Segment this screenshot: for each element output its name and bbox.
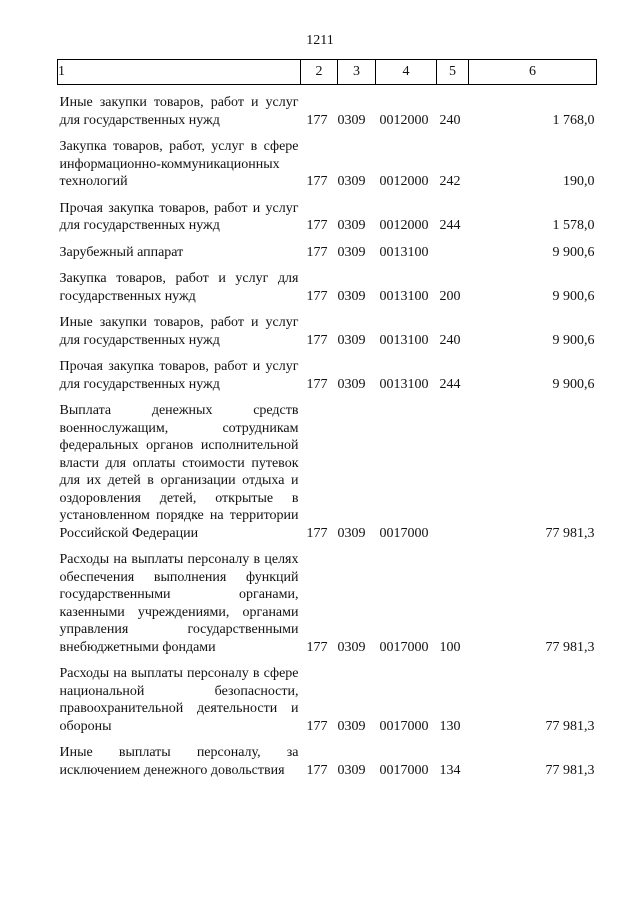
row-gov-code-cell: 177	[306, 332, 328, 348]
table-row	[58, 542, 597, 656]
row-expense-type-cell: 242	[439, 174, 461, 189]
row-expense-type-cell	[437, 235, 469, 262]
row-amount-cell: 9 900,6	[552, 332, 595, 348]
row-amount-cell: 9 900,6	[552, 376, 595, 392]
budget-table	[57, 59, 597, 779]
row-amount-cell: 77 981,3	[545, 525, 595, 541]
row-name-cell: Прочая закупка товаров, работ и услуг для государственных нужд	[59, 200, 299, 233]
row-expense-type-cell: 244	[439, 376, 461, 392]
row-amount-cell: 1 768,0	[552, 112, 595, 128]
row-target-code-cell: 0017000	[379, 762, 429, 778]
row-name-cell: Закупка товаров, работ и услуг для государственных нужд	[59, 271, 299, 304]
row-amount-cell: 77 981,3	[545, 762, 595, 778]
row-name-cell: Иные закупки товаров, работ и услуг для государственных нужд	[59, 315, 299, 348]
row-expense-type-cell: 130	[439, 718, 461, 734]
table-row	[58, 349, 597, 393]
row-gov-code-cell: 177	[306, 639, 328, 655]
row-gov-code-cell: 177	[306, 174, 328, 189]
row-section-code-cell: 0309	[337, 718, 366, 734]
column-header-2: 2	[301, 60, 338, 85]
row-name-cell: Расходы на выплаты персоналу в целях обеспечения выполнения функций государственными органами, казенными учреждениями, органами управления государственными внебюджетными фондами	[59, 552, 299, 655]
row-name-cell: Зарубежный аппарат	[59, 244, 184, 260]
row-section-code-cell: 0309	[337, 112, 366, 128]
table-row	[58, 191, 597, 235]
column-header-4: 4	[376, 60, 437, 85]
row-amount-cell: 9 900,6	[552, 244, 595, 260]
row-gov-code-cell: 177	[306, 218, 328, 233]
column-header-1: 1	[58, 60, 301, 85]
row-section-code-cell: 0309	[337, 244, 366, 260]
column-header-3: 3	[338, 60, 376, 85]
row-expense-type-cell: 244	[439, 218, 461, 233]
table-row	[58, 261, 597, 305]
row-target-code-cell: 0013100	[379, 244, 429, 260]
table-row	[58, 235, 597, 262]
row-section-code-cell: 0309	[337, 525, 366, 541]
row-target-code-cell: 0017000	[379, 639, 429, 655]
row-gov-code-cell: 177	[306, 112, 328, 128]
row-name-cell: Иные закупки товаров, работ и услуг для государственных нужд	[59, 95, 299, 128]
row-section-code-cell: 0309	[337, 332, 366, 348]
row-amount-cell: 1 578,0	[552, 218, 595, 233]
row-name-cell: Иные выплаты персоналу, за исключением денежного довольствия	[59, 745, 299, 778]
row-target-code-cell: 0013100	[379, 376, 429, 392]
row-gov-code-cell: 177	[306, 762, 328, 778]
row-expense-type-cell: 200	[439, 288, 461, 304]
row-expense-type-cell: 100	[439, 639, 461, 655]
page-number: 1211	[306, 33, 334, 48]
table-row	[58, 393, 597, 542]
row-gov-code-cell: 177	[306, 376, 328, 392]
row-target-code-cell: 0017000	[379, 718, 429, 734]
row-name-cell: Закупка товаров, работ, услуг в сфере информационно-коммуникационных технологий	[59, 139, 299, 189]
table-row	[58, 85, 597, 130]
row-expense-type-cell	[437, 393, 469, 542]
column-header-5: 5	[437, 60, 469, 85]
row-expense-type-cell: 240	[439, 332, 461, 348]
row-gov-code-cell: 177	[306, 288, 328, 304]
table-header-row	[58, 60, 597, 85]
table-row	[58, 305, 597, 349]
row-target-code-cell: 0012000	[379, 112, 429, 128]
row-name-cell: Расходы на выплаты персоналу в сфере национальной безопасности, правоохранительной деятельности и обороны	[59, 666, 299, 734]
row-section-code-cell: 0309	[337, 288, 366, 304]
table-row	[58, 129, 597, 191]
row-section-code-cell: 0309	[337, 218, 366, 233]
row-gov-code-cell: 177	[306, 718, 328, 734]
table-row	[58, 735, 597, 779]
row-section-code-cell: 0309	[337, 762, 366, 778]
row-expense-type-cell: 240	[439, 112, 461, 128]
table-row	[58, 656, 597, 735]
row-expense-type-cell: 134	[439, 762, 461, 778]
row-gov-code-cell: 177	[306, 525, 328, 541]
row-amount-cell: 190,0	[563, 174, 595, 189]
row-target-code-cell: 0013100	[379, 332, 429, 348]
row-target-code-cell: 0012000	[379, 218, 429, 233]
row-section-code-cell: 0309	[337, 639, 366, 655]
row-section-code-cell: 0309	[337, 376, 366, 392]
row-amount-cell: 77 981,3	[545, 639, 595, 655]
row-amount-cell: 77 981,3	[545, 718, 595, 734]
row-name-cell: Прочая закупка товаров, работ и услуг для государственных нужд	[59, 359, 299, 392]
row-section-code-cell: 0309	[337, 174, 366, 189]
row-target-code-cell: 0013100	[379, 288, 429, 304]
row-name-cell: Выплата денежных средств военнослужащим, сотрудникам федеральных органов исполнительной власти для оплаты стоимости путевок для их детей в организации отдыха и оздоровления детей, открытые в установленном порядке на территории Российской Федерации	[59, 403, 299, 541]
row-target-code-cell: 0017000	[379, 525, 429, 541]
row-amount-cell: 9 900,6	[552, 288, 595, 304]
row-gov-code-cell: 177	[306, 244, 328, 260]
column-header-6: 6	[469, 60, 597, 85]
row-target-code-cell: 0012000	[379, 174, 429, 189]
